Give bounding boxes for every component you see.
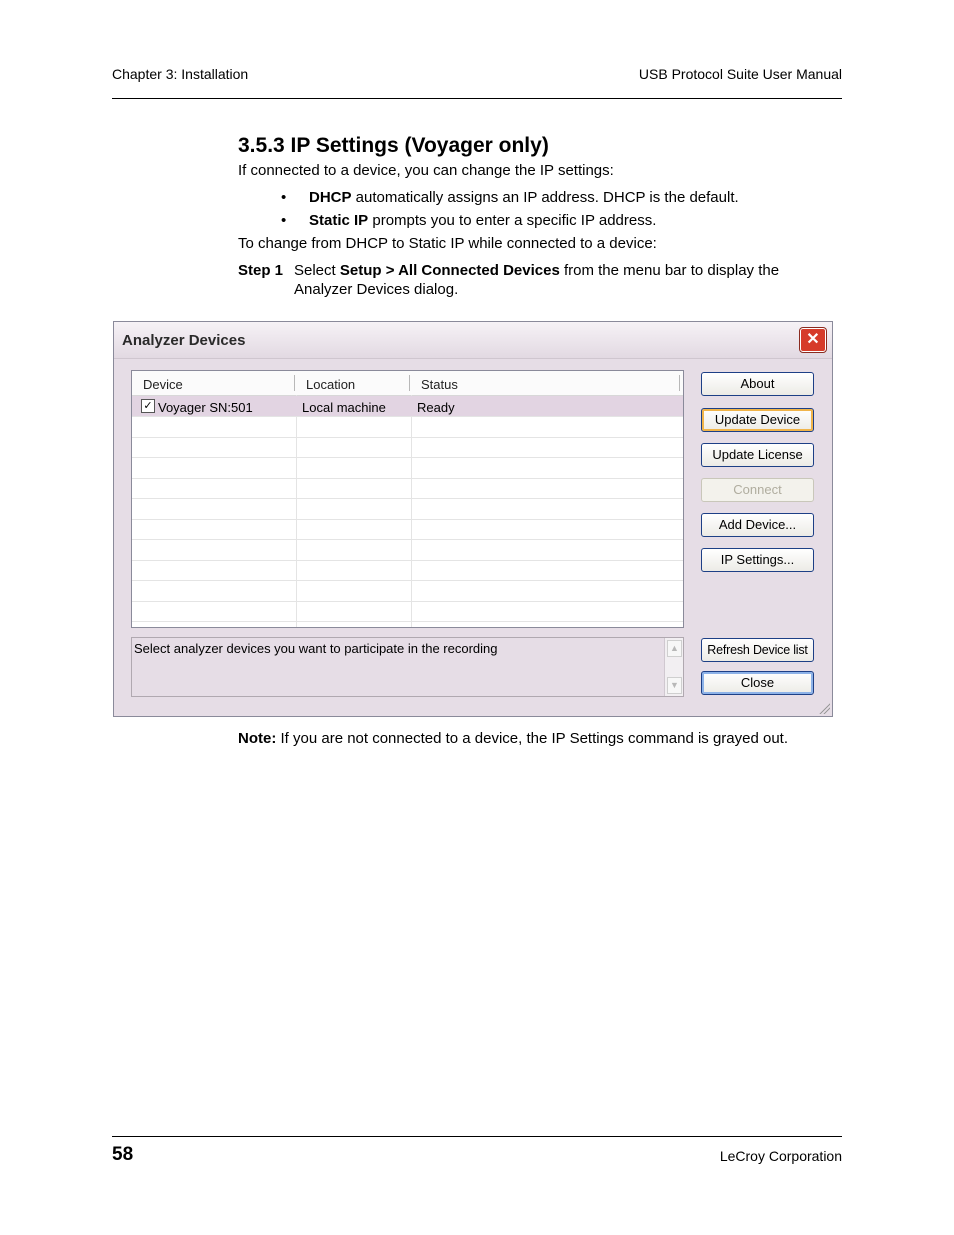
header-rule (112, 98, 842, 99)
analyzer-devices-dialog (113, 321, 833, 717)
column-location[interactable]: Location (306, 377, 356, 392)
status-message-box (131, 637, 684, 697)
empty-row (132, 437, 683, 458)
connect-button[interactable]: Connect (701, 478, 814, 502)
dialog-title: Analyzer Devices (122, 332, 246, 349)
empty-row (132, 601, 683, 622)
chapter-header: Chapter 3: Installation (112, 66, 249, 82)
status-scrollbar[interactable] (664, 638, 683, 696)
add-device-button[interactable]: Add Device... (701, 513, 814, 537)
device-location: Local machine (302, 400, 386, 415)
about-button[interactable]: About (701, 372, 814, 396)
ip-settings-button[interactable]: IP Settings... (701, 548, 814, 572)
note: Note: If you are not connected to a device, the IP Settings command is grayed out. (238, 730, 789, 747)
section-title: 3.5.3 IP Settings (Voyager only) (238, 134, 549, 157)
empty-row (132, 540, 683, 561)
column-device[interactable]: Device (143, 377, 183, 392)
step-label: Step 1 (238, 262, 284, 279)
update-device-button[interactable]: Update Device (701, 408, 814, 432)
close-button[interactable]: Close (701, 671, 814, 695)
empty-row (132, 458, 683, 479)
dialog-titlebar[interactable] (114, 322, 832, 359)
device-list[interactable] (131, 370, 684, 628)
page-number: 58 (112, 1144, 134, 1165)
scroll-up-icon[interactable]: ▲ (667, 640, 682, 657)
table-row[interactable] (132, 396, 683, 417)
empty-row (132, 499, 683, 520)
update-license-button[interactable]: Update License (701, 443, 814, 467)
device-checkbox[interactable]: ✓ (141, 399, 155, 413)
bullet-dhcp: • DHCP automatically assigns an IP address. DHCP is the default. (281, 189, 739, 206)
manual-header: USB Protocol Suite User Manual (638, 66, 842, 82)
refresh-device-list-button[interactable]: Refresh Device list (701, 638, 814, 662)
change-text: To change from DHCP to Static IP while connected to a device: (238, 235, 657, 252)
empty-row (132, 560, 683, 581)
bullet-static-ip: • Static IP prompts you to enter a specific IP address. (281, 212, 657, 229)
resize-grip-icon[interactable] (818, 702, 830, 714)
empty-row (132, 519, 683, 540)
step-text: Select Setup > All Connected Devices from the menu bar to display the (294, 262, 780, 279)
status-message: Select analyzer devices you want to participate in the recording (134, 641, 498, 656)
scroll-down-icon[interactable]: ▼ (667, 677, 682, 694)
device-name: Voyager SN:501 (158, 400, 253, 415)
empty-row (132, 417, 683, 438)
footer-company: LeCroy Corporation (719, 1148, 842, 1164)
close-icon[interactable]: ✕ (800, 328, 826, 352)
empty-row (132, 478, 683, 499)
empty-row (132, 581, 683, 602)
device-status: Ready (417, 400, 455, 415)
list-header (132, 371, 683, 396)
intro-text: If connected to a device, you can change the IP settings: (238, 162, 614, 179)
column-status[interactable]: Status (421, 377, 458, 392)
footer-rule (112, 1136, 842, 1137)
step-text-line2: Analyzer Devices dialog. (294, 281, 459, 298)
